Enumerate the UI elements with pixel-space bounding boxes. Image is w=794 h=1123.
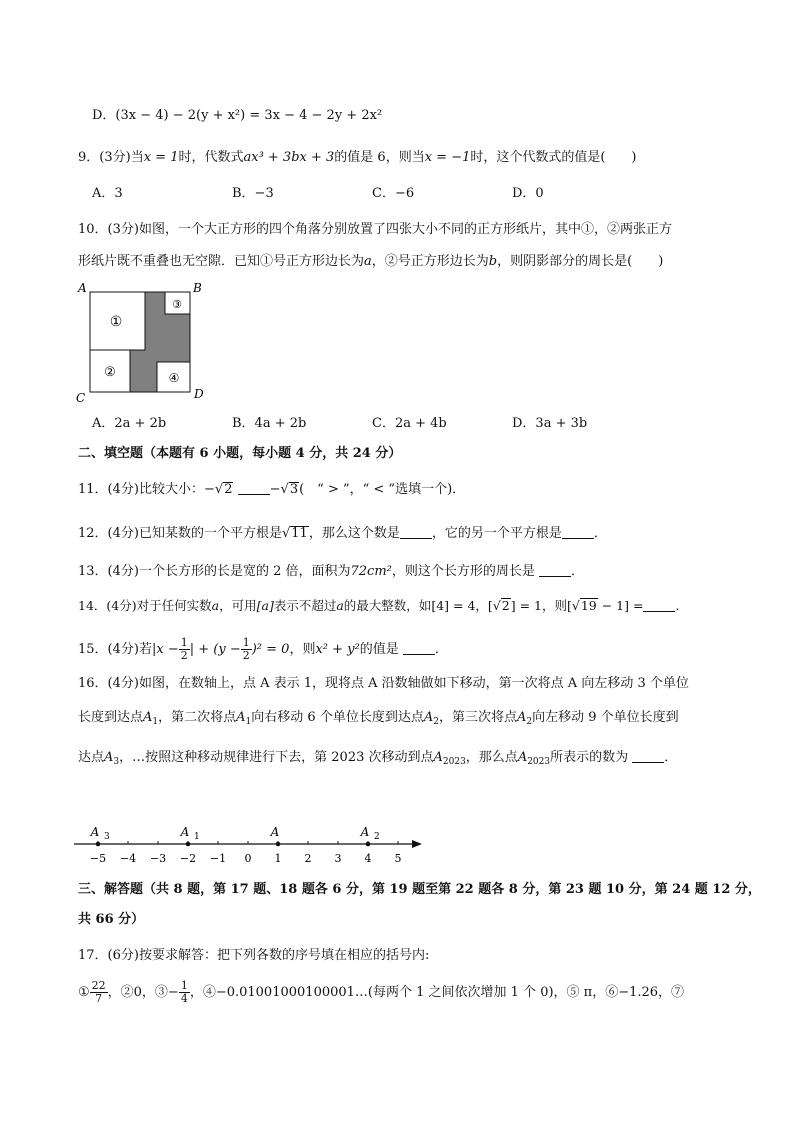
q10-option-d[interactable]: D．3a + 3b <box>512 416 588 431</box>
q17-fraction-1-4: $\frac{1}{4}$ <box>180 979 188 1005</box>
q12: 12．(4分)已知某数的一个平方根是√11，那么这个数是 ，它的另一个平方根是 ． <box>78 526 607 541</box>
point-label: A <box>180 825 190 839</box>
q10-figure <box>74 280 214 404</box>
section-3-title-line1: 三、解答题（共 8 题，第 17 题、18 题各 6 分，第 19 题至第 22 题各 8 分，第 23 题 10 分，第 24 题 12 分， <box>78 882 761 897</box>
q14: 14．(4分)对于任何实数a，可用[a]表示不超过a的最大整数，如[4] = 4，[√2] = 1，则[√19 − 1] = ． <box>78 598 688 613</box>
q17-stem: 17．(6分)按要求解答：把下列各数的序号填在相应的括号内: <box>78 948 430 963</box>
q10-stem-line2: 形纸片既不重叠也无空隙．已知①号正方形边长为a，②号正方形边长为b，则阴影部分的周长是( ) <box>78 254 664 269</box>
tick-label: 0 <box>244 852 252 865</box>
tick-label: −3 <box>149 852 167 865</box>
corner-a: A <box>78 281 87 295</box>
q13: 13．(4分)一个长方形的长是宽的 2 倍，面积为72cm²，则这个长方形的周长是 ． <box>78 564 585 579</box>
section-3-title-line2: 共 66 分） <box>78 912 145 927</box>
q14-blank[interactable] <box>643 597 675 612</box>
q9-stem: 9．(3分)当x = 1时，代数式ax³ + 3bx + 3的值是 6，则当x = −1时，这个代数式的值是( ) <box>78 150 637 165</box>
point-subscript: 2 <box>374 832 380 842</box>
point-marker <box>366 842 371 847</box>
point-subscript: 3 <box>104 832 110 842</box>
corner-b: B <box>193 281 202 295</box>
q9-options <box>92 184 544 204</box>
q16-line3: 达点$A_3$，…按照这种移动规律进行下去，第 2023 次移动到点$A_{2023}$，那么点$A_{2023}$所表示的数为 ． <box>78 750 678 767</box>
point-marker <box>96 842 101 847</box>
q15-fraction-2: $\frac{1}{2}$ <box>242 636 250 662</box>
point-label: A <box>360 825 370 839</box>
q16-line1: 16．(4分)如图，在数轴上，点 A 表示 1，现将点 A 沿数轴做如下移动，第一次将点 A 向左移动 3 个单位 <box>78 676 689 691</box>
tick-label: 4 <box>364 852 372 865</box>
corner-d: D <box>194 387 204 401</box>
axis-arrow <box>412 840 422 848</box>
point-label: A <box>270 825 280 839</box>
label-sq2: ② <box>104 365 116 380</box>
q8-option-d: D．(3x − 4) − 2(y + x²) = 3x − 4 − 2y + 2x² <box>92 108 383 123</box>
q15: 15．(4分)若|x − $\frac{1}{2}$ | + (y − $\frac{1}{2}$ )² = 0，则x² + y²的值是 ． <box>78 636 448 662</box>
q17-items: ① $\frac{22}{7}$ ，②0，③− $\frac{1}{4}$ ，④−0.01001000100001…(每两个 1 之间依次增加 1 个 0)，⑤ π，⑥−1.26，⑦ <box>78 979 685 1005</box>
q11: 11．(4分)比较大小：−√2 −√3( “ > ”，“ < ”选填一个)． <box>78 482 466 497</box>
q12-blank-1[interactable] <box>400 524 432 539</box>
tick-label: −5 <box>89 852 107 865</box>
label-sq3: ③ <box>172 298 182 311</box>
corner-c: C <box>76 391 86 404</box>
label-sq4: ④ <box>168 371 180 385</box>
label-sq1: ① <box>109 314 123 330</box>
q17-fraction-22-7: $\frac{22}{7}$ <box>91 979 106 1005</box>
tick-label: −4 <box>119 852 137 865</box>
q16-blank[interactable] <box>632 748 664 763</box>
tick-label: 2 <box>304 852 312 865</box>
point-label: A <box>90 825 100 839</box>
tick-label: −1 <box>209 852 227 865</box>
q10-option-c[interactable]: C．2a + 4b <box>372 416 447 431</box>
q11-answer-blank[interactable] <box>238 480 270 495</box>
point-marker <box>276 842 281 847</box>
q16-number-line <box>70 814 430 870</box>
q9-option-b[interactable]: B．−3 <box>232 186 274 201</box>
q9-number: 9．(3分) <box>78 150 131 165</box>
q10-options <box>92 414 587 434</box>
q10-stem-line1: 10．(3分)如图，一个大正方形的四个角落分别放置了四张大小不同的正方形纸片，其中①，②两张正方 <box>78 222 672 237</box>
q15-fraction-1: $\frac{1}{2}$ <box>180 636 188 662</box>
q10-option-b[interactable]: B．4a + 2b <box>232 416 307 431</box>
section-2-title: 二、填空题（本题有 6 小题，每小题 4 分，共 24 分） <box>78 446 402 461</box>
point-marker <box>186 842 191 847</box>
q10-number: 10．(3分) <box>78 222 139 237</box>
q10-option-a[interactable]: A．2a + 2b <box>92 416 167 431</box>
tick-label: 3 <box>334 852 342 865</box>
q9-option-d[interactable]: D．0 <box>512 186 544 201</box>
q12-blank-2[interactable] <box>562 524 594 539</box>
q16-line2: 长度到达点$A_1$，第二次将点$A_1$向右移动 6 个单位长度到达点$A_2$，第三次将点$A_2$向左移动 9 个单位长度到 <box>78 710 679 727</box>
q15-blank[interactable] <box>403 640 435 655</box>
q9-option-c[interactable]: C．−6 <box>372 186 415 201</box>
q9-option-a[interactable]: A．3 <box>92 186 123 201</box>
tick-label: 5 <box>394 852 402 865</box>
q13-blank[interactable] <box>539 562 571 577</box>
point-subscript: 1 <box>194 832 200 842</box>
tick-label: 1 <box>274 852 282 865</box>
tick-label: −2 <box>179 852 197 865</box>
